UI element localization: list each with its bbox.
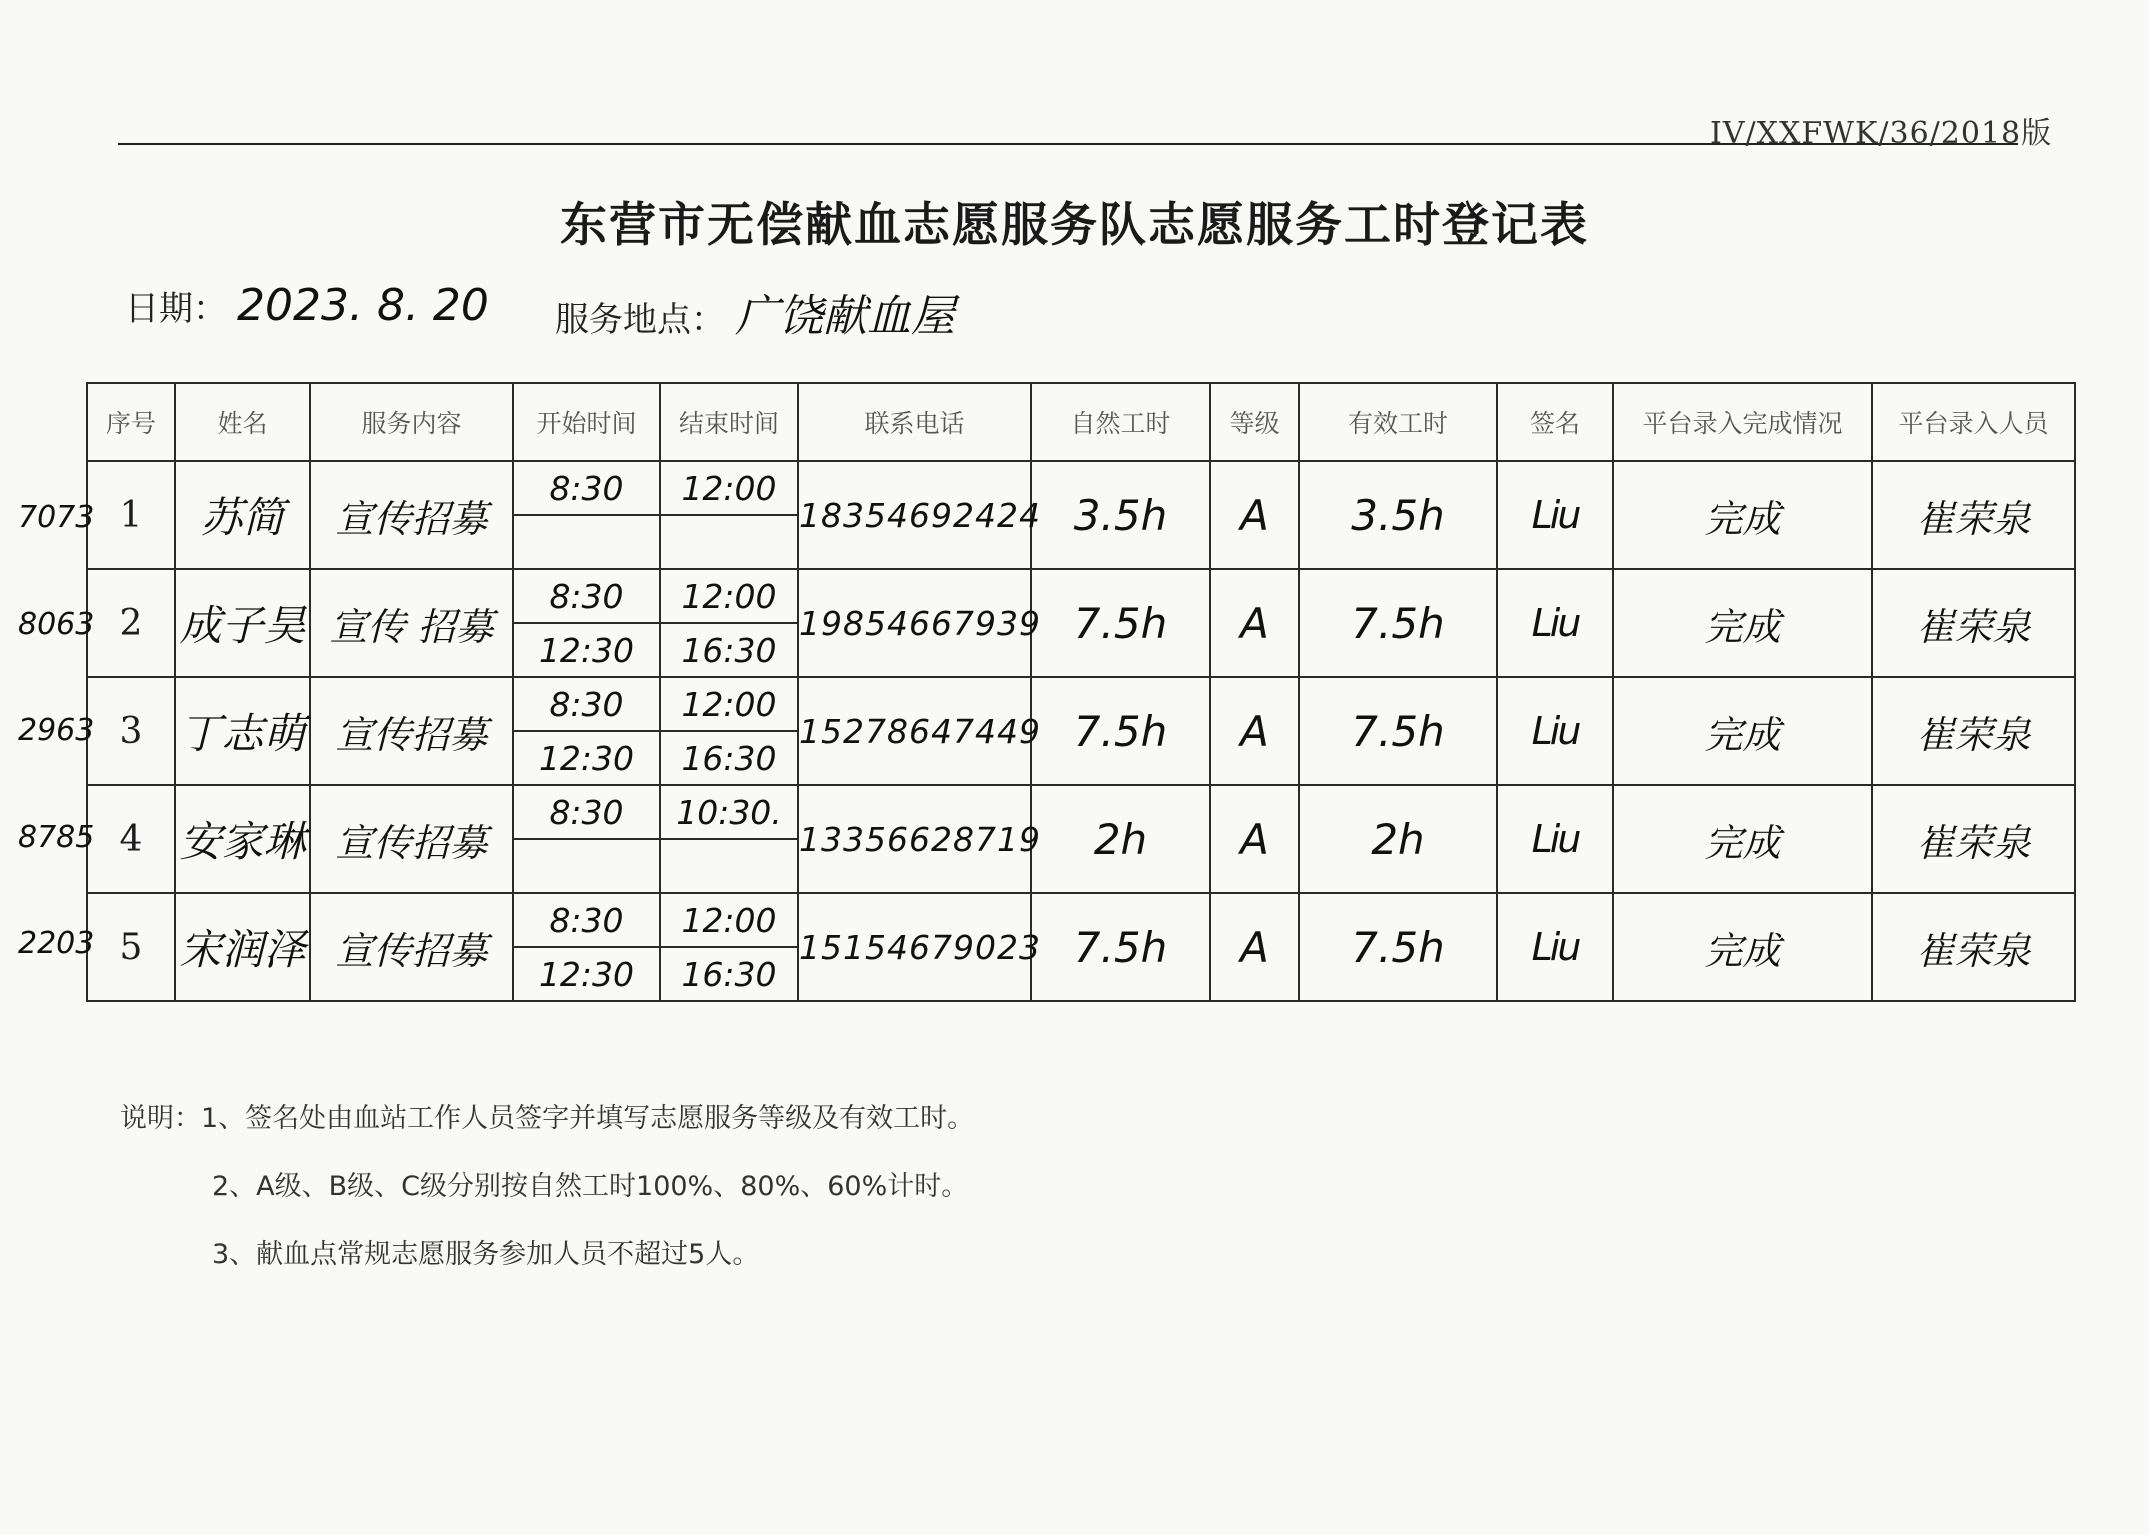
- start-time-2: 12:30: [538, 954, 635, 994]
- header-hours: 自然工时: [1031, 383, 1210, 461]
- date-value: 2023. 8. 20: [237, 280, 489, 331]
- row-content: 宣传招募: [310, 785, 513, 893]
- row-no: 4: [87, 785, 175, 893]
- row-no: 3: [87, 677, 175, 785]
- end-time-2: [661, 516, 797, 568]
- row-recorder: 崔荣泉: [1872, 461, 2075, 569]
- note-line: 3、献血点常规志愿服务参加人员不超过5人。: [212, 1239, 760, 1270]
- header-grade: 等级: [1210, 383, 1299, 461]
- row-recorder: 崔荣泉: [1872, 677, 2075, 785]
- row-start: [513, 569, 660, 677]
- location-field: [555, 280, 955, 344]
- row-phone: 15154679023: [798, 893, 1031, 1001]
- row-content: 宣传招募: [310, 893, 513, 1001]
- table-row: [87, 569, 2075, 677]
- row-start: [513, 785, 660, 893]
- header-recorder: 平台录入人员: [1872, 383, 2075, 461]
- start-time-2: [514, 516, 659, 568]
- row-end: [660, 677, 798, 785]
- row-signature: Liu: [1497, 569, 1613, 677]
- header-start: 开始时间: [513, 383, 660, 461]
- row-effective: 7.5h: [1299, 677, 1497, 785]
- header-name: 姓名: [175, 383, 310, 461]
- end-time-1: 12:00: [661, 678, 797, 732]
- start-time-2: [514, 840, 659, 892]
- row-grade: A: [1210, 461, 1299, 569]
- header-effective: 有效工时: [1299, 383, 1497, 461]
- end-time-2: 16:30: [681, 954, 777, 994]
- row-status: 完成: [1613, 569, 1872, 677]
- row-recorder: 崔荣泉: [1872, 785, 2075, 893]
- row-no: 2: [87, 569, 175, 677]
- table-header-row: [87, 383, 2075, 461]
- start-time-1: 8:30: [514, 894, 659, 948]
- end-time-1: 12:00: [661, 570, 797, 624]
- form-code: IV/XXFWK/36/2018版: [1710, 116, 2053, 151]
- row-hours: 3.5h: [1031, 461, 1210, 569]
- margin-note: 8785: [18, 820, 95, 855]
- start-time-2: 12:30: [538, 738, 635, 778]
- row-end: [660, 785, 798, 893]
- notes-section: [120, 1085, 974, 1289]
- row-name: 安家琳: [175, 785, 310, 893]
- row-name: 丁志萌: [175, 677, 310, 785]
- row-grade: A: [1210, 893, 1299, 1001]
- header-phone: 联系电话: [798, 383, 1031, 461]
- note-line: 2、A级、B级、C级分别按自然工时100%、80%、60%计时。: [212, 1171, 969, 1202]
- row-signature: Liu: [1497, 785, 1613, 893]
- row-effective: 3.5h: [1299, 461, 1497, 569]
- row-start: [513, 461, 660, 569]
- end-time-2: 16:30: [681, 630, 777, 670]
- row-status: 完成: [1613, 677, 1872, 785]
- row-phone: 19854667939: [798, 569, 1031, 677]
- row-no: 5: [87, 893, 175, 1001]
- row-name: 成子昊: [175, 569, 310, 677]
- row-signature: Liu: [1497, 461, 1613, 569]
- row-phone: 18354692424: [798, 461, 1031, 569]
- margin-note: 2203: [18, 926, 95, 961]
- header-status: 平台录入完成情况: [1613, 383, 1872, 461]
- row-start: [513, 677, 660, 785]
- start-time-1: 8:30: [514, 570, 659, 624]
- row-phone: 13356628719: [798, 785, 1031, 893]
- row-signature: Liu: [1497, 893, 1613, 1001]
- row-signature: Liu: [1497, 677, 1613, 785]
- row-end: [660, 461, 798, 569]
- location-label: 服务地点：: [555, 300, 725, 340]
- row-recorder: 崔荣泉: [1872, 569, 2075, 677]
- row-effective: 7.5h: [1299, 893, 1497, 1001]
- note-line: 说明：1、签名处由血站工作人员签字并填写志愿服务等级及有效工时。: [120, 1103, 975, 1134]
- location-value: 广饶献血屋: [735, 291, 955, 342]
- date-label: 日期：: [125, 289, 227, 329]
- row-status: 完成: [1613, 785, 1872, 893]
- row-recorder: 崔荣泉: [1872, 893, 2075, 1001]
- end-time-1: 12:00: [661, 462, 797, 516]
- row-effective: 2h: [1299, 785, 1497, 893]
- header-content: 服务内容: [310, 383, 513, 461]
- end-time-1: 12:00: [661, 894, 797, 948]
- margin-note: 7073: [18, 500, 95, 535]
- date-field: [125, 280, 489, 331]
- row-grade: A: [1210, 569, 1299, 677]
- header-signature: 签名: [1497, 383, 1613, 461]
- table-row: [87, 785, 2075, 893]
- row-grade: A: [1210, 785, 1299, 893]
- row-content: 宣传 招募: [310, 569, 513, 677]
- row-phone: 15278647449: [798, 677, 1031, 785]
- row-hours: 7.5h: [1031, 677, 1210, 785]
- end-time-2: 16:30: [681, 738, 777, 778]
- margin-note: 2963: [18, 713, 95, 748]
- start-time-1: 8:30: [514, 786, 659, 840]
- start-time-2: 12:30: [538, 630, 635, 670]
- header-no: 序号: [87, 383, 175, 461]
- row-hours: 7.5h: [1031, 569, 1210, 677]
- start-time-1: 8:30: [514, 462, 659, 516]
- table-row: [87, 893, 2075, 1001]
- row-content: 宣传招募: [310, 677, 513, 785]
- row-name: 宋润泽: [175, 893, 310, 1001]
- hours-table: [86, 382, 2076, 1002]
- row-end: [660, 893, 798, 1001]
- end-time-1: 10:30.: [661, 786, 797, 840]
- table-row: [87, 677, 2075, 785]
- form-title: 东营市无偿献血志愿服务队志愿服务工时登记表: [560, 198, 1589, 253]
- row-effective: 7.5h: [1299, 569, 1497, 677]
- row-start: [513, 893, 660, 1001]
- row-grade: A: [1210, 677, 1299, 785]
- start-time-1: 8:30: [514, 678, 659, 732]
- row-hours: 2h: [1031, 785, 1210, 893]
- row-hours: 7.5h: [1031, 893, 1210, 1001]
- row-content: 宣传招募: [310, 461, 513, 569]
- end-time-2: [661, 840, 797, 892]
- row-no: 1: [87, 461, 175, 569]
- margin-note: 8063: [18, 607, 95, 642]
- row-name: 苏简: [175, 461, 310, 569]
- row-status: 完成: [1613, 893, 1872, 1001]
- header-end: 结束时间: [660, 383, 798, 461]
- row-status: 完成: [1613, 461, 1872, 569]
- row-end: [660, 569, 798, 677]
- table-row: [87, 461, 2075, 569]
